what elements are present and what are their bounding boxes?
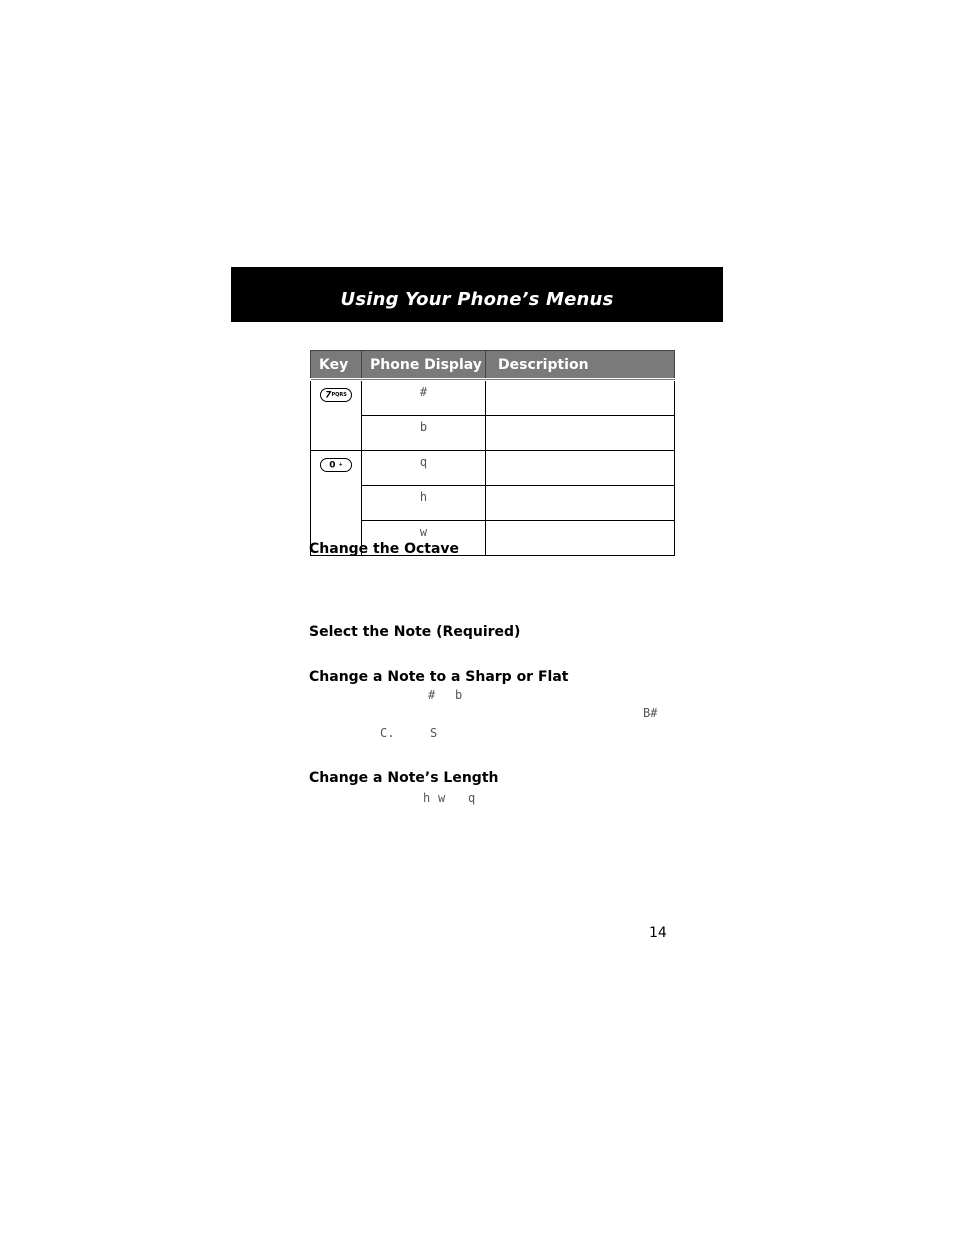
description-cell (486, 380, 675, 416)
b-sharp-glyph: B# (643, 706, 658, 720)
page-title: Using Your Phone’s Menus (340, 289, 614, 310)
description-cell (486, 486, 675, 521)
7-pqrs-key-icon (320, 388, 352, 402)
sharp-glyph: # (428, 688, 436, 702)
description-cell (486, 451, 675, 486)
display-cell: # (362, 380, 486, 416)
whole-note-glyph: w (438, 791, 446, 805)
table-row (311, 451, 675, 486)
column-header-key: Key (311, 351, 362, 380)
table-header-row (311, 351, 675, 380)
c-dot-glyph: C. (380, 726, 395, 740)
column-header-phone-display: Phone Display (362, 351, 486, 380)
section-heading-select-note: Select the Note (Required) (309, 624, 521, 640)
section-heading-sharp-flat: Change a Note to a Sharp or Flat (309, 669, 569, 685)
section-heading-octave: Change the Octave (309, 541, 460, 557)
half-note-glyph: h (423, 791, 431, 805)
key-label: 7 (325, 390, 332, 401)
display-cell: w (362, 521, 486, 556)
display-cell: b (362, 416, 486, 451)
key-cell-0 (311, 451, 362, 556)
key-sub-label: PQRS (331, 392, 347, 398)
description-cell (486, 416, 675, 451)
key-label: 0 (329, 460, 336, 471)
0-plus-key-icon (320, 458, 352, 472)
key-display-table (310, 350, 675, 556)
description-cell (486, 521, 675, 556)
key-sub-label: + (338, 462, 343, 468)
page-number: 14 (649, 925, 667, 941)
table-row (311, 416, 675, 451)
key-cell-7 (311, 380, 362, 451)
table-row (311, 380, 675, 416)
display-cell: q (362, 451, 486, 486)
quarter-note-glyph: q (468, 791, 476, 805)
table-row (311, 486, 675, 521)
page-header-bar (231, 267, 723, 322)
column-header-description: Description (486, 351, 675, 380)
display-cell: h (362, 486, 486, 521)
s-glyph: S (430, 726, 438, 740)
flat-glyph: b (455, 688, 463, 702)
section-heading-length: Change a Note’s Length (309, 770, 499, 786)
